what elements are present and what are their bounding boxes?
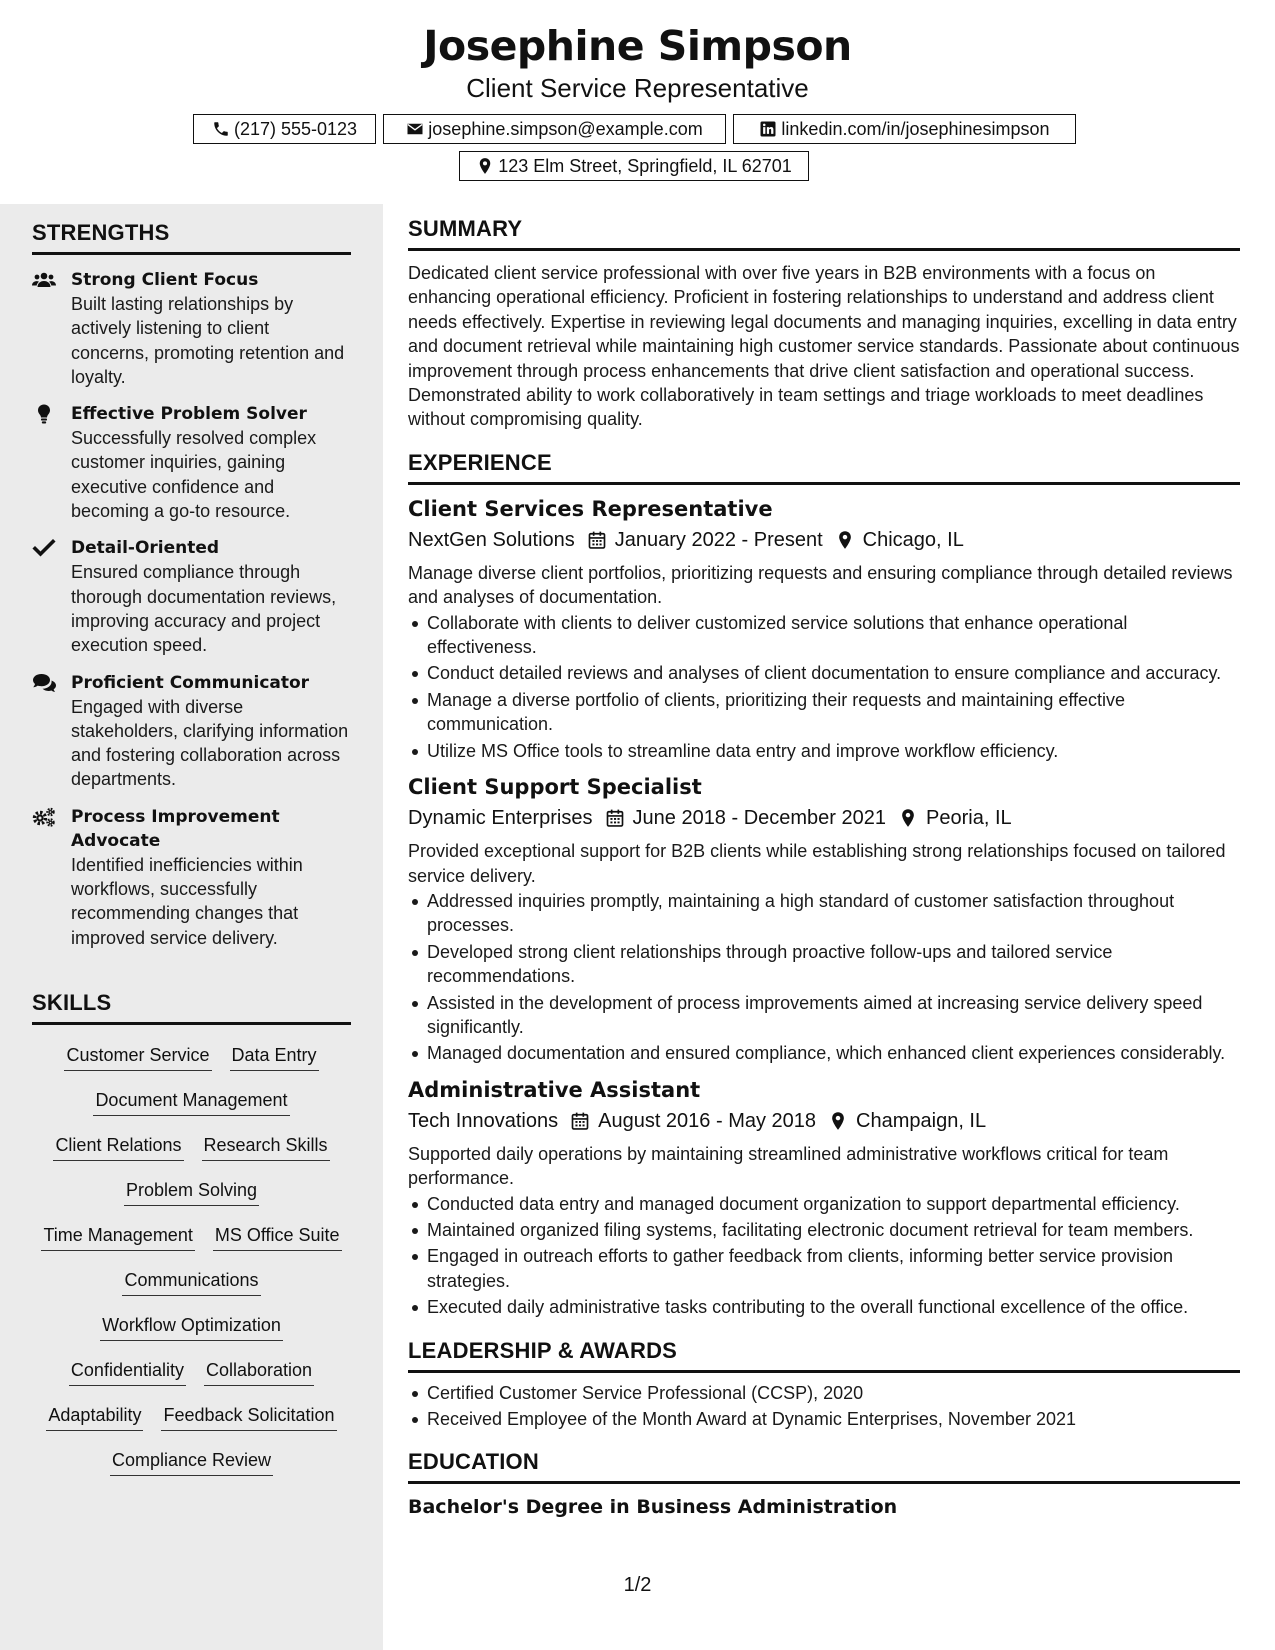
skill-row (32, 1213, 351, 1258)
strength-description: Ensured compliance through thorough documentation reviews, improving accuracy and project execution speed. (71, 562, 337, 656)
awards-list (408, 1381, 1240, 1432)
job-description: Supported daily operations by maintaining streamlined administrative workflows critical for team performance. (408, 1143, 1169, 1189)
skill-tag: Time Management (41, 1223, 194, 1251)
strength-item (32, 268, 351, 389)
job-bullets (408, 1192, 1240, 1320)
skill-row (32, 1033, 351, 1078)
gears-icon (32, 807, 56, 827)
strength-item (32, 536, 351, 657)
contact-phone-text: (217) 555-0123 (233, 118, 358, 139)
skill-row (32, 1438, 351, 1483)
resume-header (0, 0, 1275, 204)
contact-linkedin[interactable] (733, 114, 1076, 144)
strengths-heading: STRENGTHS (32, 220, 351, 255)
job-title: Administrative Assistant (408, 1077, 701, 1102)
strength-item (32, 671, 351, 792)
contact-address-text: 123 Elm Street, Springfield, IL 62701 (498, 155, 792, 176)
job-location: Peoria, IL (926, 807, 1012, 830)
skill-tag: Feedback Solicitation (161, 1403, 336, 1431)
bullet-item: Manage a diverse portfolio of clients, prioritizing their requests and maintaining effective communication. (408, 688, 1240, 737)
skill-tag: Collaboration (204, 1358, 314, 1386)
award-item: Received Employee of the Month Award at Dynamic Enterprises, November 2021 (408, 1407, 1240, 1431)
skill-tag: MS Office Suite (213, 1223, 342, 1251)
skill-row (32, 1168, 351, 1213)
strength-description: Built lasting relationships by actively listening to client concerns, promoting retention and loyalty. (71, 294, 345, 387)
skill-row (32, 1303, 351, 1348)
job-company: Tech Innovations (408, 1109, 559, 1132)
strength-description: Identified inefficiencies within workflows, successfully recommending changes that improved service delivery. (71, 854, 303, 948)
job-entry (408, 1076, 1240, 1320)
contact-email-text: josephine.simpson@example.com (428, 118, 703, 139)
skill-row (32, 1258, 351, 1303)
job-description: Manage diverse client portfolios, prioritizing requests and ensuring compliance through detailed reviews and analyses of documentation. (408, 562, 1233, 608)
bullet-item: Utilize MS Office tools to streamline data entry and improve workflow efficiency. (408, 739, 1240, 763)
lightbulb-icon (32, 404, 56, 424)
map-pin-icon (828, 1111, 848, 1131)
education-section (408, 1449, 1240, 1520)
education-heading: EDUCATION (408, 1449, 1240, 1484)
strength-item (32, 805, 351, 950)
page-number: 1/2 (623, 1574, 652, 1596)
calendar-icon (587, 530, 607, 550)
skill-tag: Customer Service (64, 1043, 211, 1071)
strength-title: Proficient Communicator (71, 672, 310, 693)
main-content (408, 216, 1240, 1520)
job-dates: January 2022 - Present (614, 528, 823, 551)
bullet-item: Assisted in the development of process improvements aimed at increasing service delivery speed significantly. (408, 991, 1240, 1040)
experience-section (408, 450, 1240, 1320)
skills-list (32, 1033, 351, 1483)
calendar-icon (570, 1111, 590, 1131)
bullet-item: Managed documentation and ensured compliance, which enhanced client experiences considerably. (408, 1041, 1240, 1065)
strength-title: Strong Client Focus (71, 270, 259, 290)
contact-email[interactable] (383, 114, 726, 144)
strength-title: Detail-Oriented (71, 538, 220, 559)
skill-row (32, 1123, 351, 1168)
strength-title: Effective Problem Solver (71, 404, 307, 425)
job-bullets (408, 889, 1240, 1066)
skill-tag: Compliance Review (110, 1448, 273, 1476)
skills-section (32, 990, 351, 1483)
job-entry (408, 773, 1240, 1066)
skill-row (32, 1393, 351, 1438)
chat-bubbles-icon (32, 673, 56, 693)
education-degree: Bachelor's Degree in Business Administration (408, 1496, 898, 1519)
bullet-item: Conducted data entry and managed document organization to support departmental efficiency. (408, 1192, 1240, 1216)
bullet-item: Developed strong client relationships through proactive follow-ups and tailored service recommendations. (408, 940, 1240, 989)
awards-section (408, 1338, 1240, 1432)
job-bullets (408, 611, 1240, 763)
skill-tag: Client Relations (53, 1133, 183, 1161)
job-meta (408, 1107, 1240, 1135)
bullet-item: Maintained organized filing systems, facilitating electronic document retrieval for team members. (408, 1218, 1240, 1242)
job-description: Provided exceptional support for B2B clients while establishing strong relationships focused on tailored service delivery. (408, 841, 1226, 886)
summary-text: Dedicated client service professional with over five years in B2B environments with a focus on enhancing operational efficiency. Proficient in fostering relationships to understand and address client needs effectively. Expertise in reviewing legal documents and managing inquiries, excelling in data entry and document retrieval while maintaining high customer service standards. Passionate about continuous improvement through process enhancements that drive client satisfaction and operational success. Demonstrated ability to work collaboratively in team settings and triage workloads to meet deadlines without compromising quality. (408, 263, 1240, 430)
skill-tag: Communications (122, 1268, 260, 1296)
candidate-name: Josephine Simpson (423, 22, 852, 70)
job-company: NextGen Solutions (408, 528, 575, 551)
bullet-item: Conduct detailed reviews and analyses of client documentation to ensure compliance and accuracy. (408, 661, 1240, 685)
strengths-section (32, 220, 351, 950)
skill-tag: Data Entry (230, 1043, 319, 1071)
job-company: Dynamic Enterprises (408, 807, 593, 830)
calendar-icon (605, 808, 625, 828)
map-pin-icon (476, 157, 494, 175)
awards-heading: LEADERSHIP & AWARDS (408, 1338, 1240, 1373)
contact-linkedin-text: linkedin.com/in/josephinesimpson (781, 118, 1050, 139)
bullet-item: Executed daily administrative tasks contributing to the overall functional excellence of the office. (408, 1295, 1240, 1319)
linkedin-icon (759, 120, 777, 138)
bullet-item: Engaged in outreach efforts to gather feedback from clients, informing better service provision strategies. (408, 1244, 1240, 1293)
skill-tag: Problem Solving (124, 1178, 259, 1206)
summary-heading: SUMMARY (408, 216, 1240, 251)
job-title: Client Services Representative (408, 496, 773, 521)
strength-item (32, 402, 351, 523)
skill-row (32, 1078, 351, 1123)
contact-phone[interactable] (193, 114, 376, 144)
skill-tag: Workflow Optimization (100, 1313, 283, 1341)
job-location: Chicago, IL (862, 528, 964, 551)
checkmark-icon (32, 538, 56, 558)
summary-section (408, 216, 1240, 432)
skill-tag: Confidentiality (69, 1358, 186, 1386)
job-entry (408, 495, 1240, 763)
job-meta (408, 804, 1240, 832)
skill-tag: Adaptability (46, 1403, 143, 1431)
skill-tag: Document Management (93, 1088, 289, 1116)
job-dates: August 2016 - May 2018 (598, 1109, 817, 1132)
candidate-role: Client Service Representative (466, 73, 809, 103)
skill-row (32, 1348, 351, 1393)
strength-title: Process Improvement Advocate (71, 806, 280, 851)
strength-description: Successfully resolved complex customer inquiries, gaining executive confidence and becoming a go-to resource. (71, 428, 317, 522)
strength-description: Engaged with diverse stakeholders, clarifying information and fostering collaboration across departments. (71, 696, 349, 790)
map-pin-icon (835, 530, 855, 550)
job-title: Client Support Specialist (408, 775, 702, 800)
bullet-item: Collaborate with clients to deliver customized service solutions that enhance operational effectiveness. (408, 611, 1240, 660)
skills-heading: SKILLS (32, 990, 351, 1025)
sidebar (0, 204, 383, 1650)
bullet-item: Addressed inquiries promptly, maintaining a high standard of customer satisfaction throughout processes. (408, 889, 1240, 938)
job-location: Champaign, IL (856, 1109, 987, 1132)
skill-tag: Research Skills (202, 1133, 330, 1161)
map-pin-icon (898, 808, 918, 828)
job-dates: June 2018 - December 2021 (632, 807, 887, 830)
envelope-icon (406, 120, 424, 138)
phone-icon (212, 120, 230, 138)
job-meta (408, 526, 1240, 554)
contact-address (459, 151, 809, 181)
experience-heading: EXPERIENCE (408, 450, 1240, 485)
users-icon (32, 270, 56, 290)
award-item: Certified Customer Service Professional (CCSP), 2020 (408, 1381, 1240, 1405)
